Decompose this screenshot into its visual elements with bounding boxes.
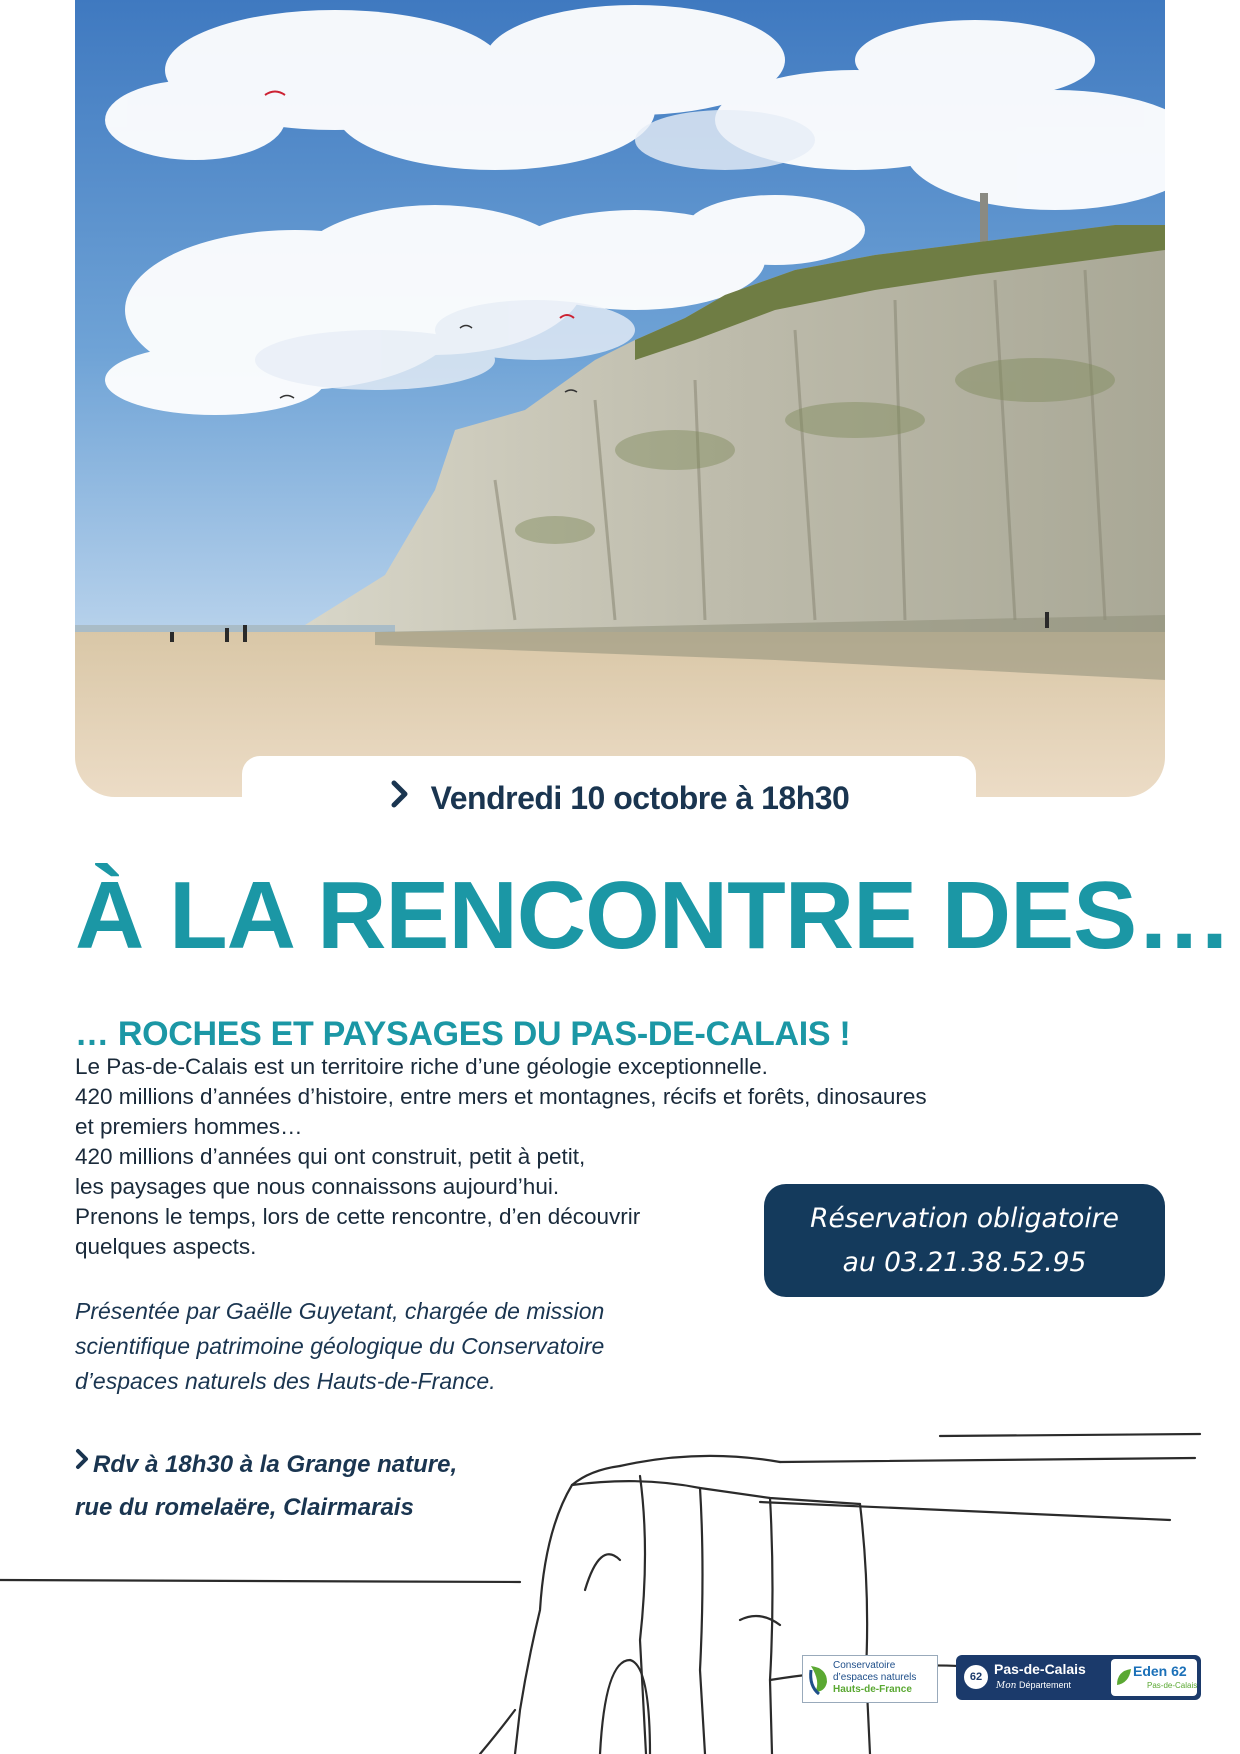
reservation-line-1: Réservation obligatoire bbox=[810, 1202, 1119, 1234]
department-sub-text: Département bbox=[1018, 1680, 1071, 1690]
hero-photo bbox=[75, 0, 1165, 797]
eden-logo bbox=[1111, 1659, 1197, 1696]
description-line: et premiers hommes… bbox=[75, 1114, 303, 1139]
page-title: À LA RENCONTRE DES… bbox=[75, 862, 1232, 969]
presenter-line: Présentée par Gaëlle Guyetant, chargée de mission bbox=[75, 1298, 605, 1324]
presenter-text bbox=[75, 1294, 695, 1399]
department-sub-italic: Mon bbox=[996, 1681, 1017, 1691]
event-date bbox=[0, 780, 1240, 817]
meeting-line-2: rue du romelaëre, Clairmarais bbox=[75, 1494, 414, 1521]
event-date-text: Vendredi 10 octobre à 18h30 bbox=[430, 780, 850, 816]
page-subtitle: … ROCHES ET PAYSAGES DU PAS-DE-CALAIS ! bbox=[75, 1015, 851, 1053]
description-line: 420 millions d’années qui ont construit, petit à petit, bbox=[75, 1144, 586, 1169]
presenter-line: scientifique patrimoine géologique du Conservatoire bbox=[75, 1333, 605, 1359]
conservatoire-logo-text bbox=[833, 1660, 916, 1696]
meeting-line-1-text: Rdv à 18h30 à la Grange nature, bbox=[93, 1451, 458, 1478]
conservatoire-line-3: Hauts-de-France bbox=[833, 1684, 912, 1695]
department-sub bbox=[996, 1680, 1071, 1691]
leaf-logo-icon bbox=[807, 1662, 831, 1701]
department-badge: 62 bbox=[964, 1665, 988, 1689]
eden-sub: Pas-de-Calais bbox=[1147, 1681, 1198, 1690]
reservation-box bbox=[764, 1184, 1165, 1297]
cliff-beach-illustration bbox=[75, 0, 1165, 797]
meeting-point bbox=[75, 1443, 595, 1529]
chevron-right-icon bbox=[75, 1441, 89, 1484]
eden-leaf-icon bbox=[1115, 1667, 1133, 1692]
eden-name: Eden 62 bbox=[1133, 1663, 1187, 1679]
meeting-line-1 bbox=[75, 1443, 595, 1486]
conservatoire-line-1: Conservatoire bbox=[833, 1660, 896, 1671]
chevron-right-icon bbox=[391, 779, 409, 816]
department-name: Pas-de-Calais bbox=[994, 1661, 1086, 1677]
presenter-line: d’espaces naturels des Hauts-de-France. bbox=[75, 1368, 496, 1394]
reservation-phone: au 03.21.38.52.95 bbox=[842, 1246, 1087, 1278]
description-line: quelques aspects. bbox=[75, 1234, 257, 1259]
conservatoire-line-2: d’espaces naturels bbox=[833, 1672, 917, 1683]
description-line: Prenons le temps, lors de cette rencontre, d’en découvrir bbox=[75, 1204, 641, 1229]
description-line: 420 millions d’années d’histoire, entre mers et montagnes, récifs et forêts, dinosaures bbox=[75, 1084, 927, 1109]
conservatoire-logo bbox=[802, 1655, 938, 1703]
pas-de-calais-logo bbox=[956, 1655, 1201, 1700]
description-line: Le Pas-de-Calais est un territoire riche d’une géologie exceptionnelle. bbox=[75, 1054, 768, 1079]
description-line: les paysages que nous connaissons aujourd’hui. bbox=[75, 1174, 560, 1199]
